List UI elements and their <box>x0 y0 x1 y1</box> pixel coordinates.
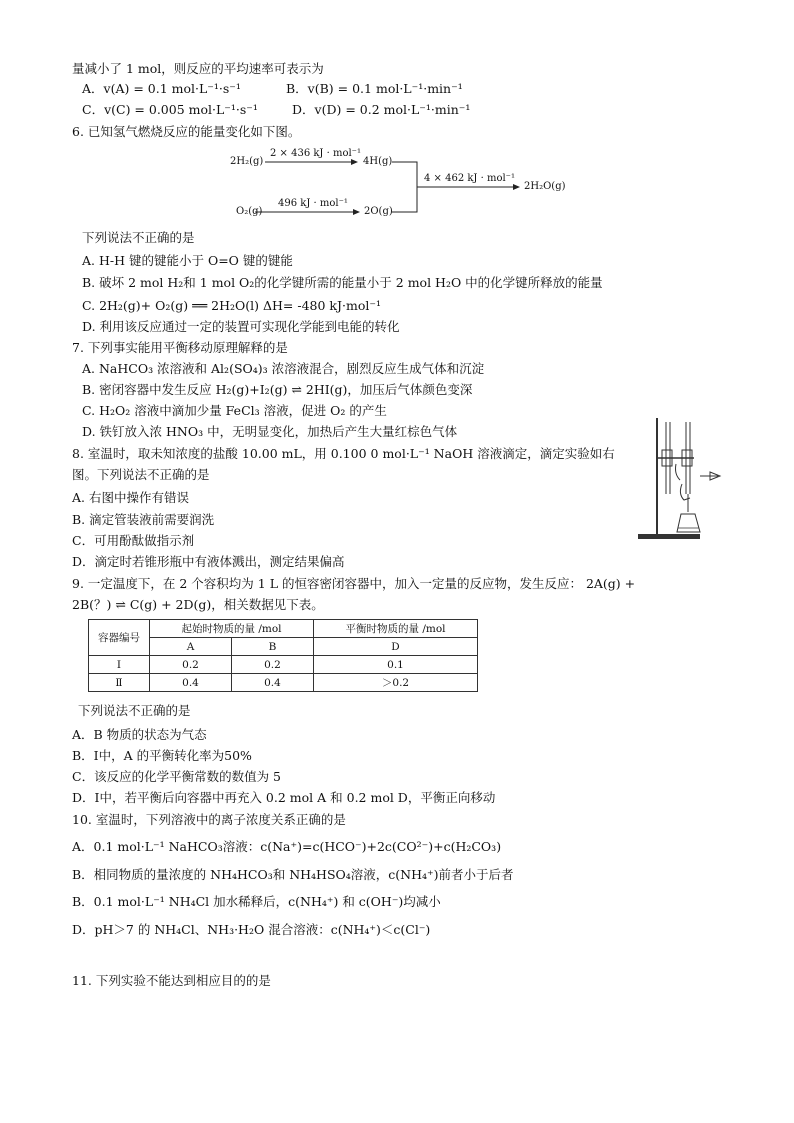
q8-option-b: B. 滴定管装液前需要润洗 <box>72 512 215 527</box>
row-equilibrium-d: 0.1 <box>313 656 477 674</box>
q7-option-a: A. NaHCO₃ 浓溶液和 Al₂(SO₄)₃ 浓溶液混合，剧烈反应生成气体和沉淀 <box>82 361 485 376</box>
q5-option-d: D．v(D) = 0.2 mol·L⁻¹·min⁻¹ <box>292 102 471 117</box>
q7-option-d: D. 铁钉放入浓 HNO₃ 中，无明显变化，加热后产生大量红棕色气体 <box>82 424 458 439</box>
table-row <box>89 656 478 674</box>
table-header-row <box>89 620 478 638</box>
q8-option-a: A. 右图中操作有错误 <box>72 490 189 505</box>
q6-question: 下列说法不正确的是 <box>82 230 195 245</box>
q9-stem-line1: 9. 一定温度下，在 2 个容积均为 1 L 的恒容密闭容器中，加入一定量的反应物，发生反应： 2A(g) + <box>72 576 636 591</box>
q10-stem: 10. 室温时，下列溶液中的离子浓度关系正确的是 <box>72 812 346 827</box>
q11-stem: 11. 下列实验不能达到相应目的的是 <box>72 973 271 988</box>
q6-stem: 6. 已知氢气燃烧反应的能量变化如下图。 <box>72 124 301 139</box>
row-initial-a: 0.2 <box>150 656 232 674</box>
q9-stem-line2: 2B(？) ⇌ C(g) + 2D(g)，相关数据见下表。 <box>72 597 324 612</box>
h2o-product: 2H₂O(g) <box>524 181 566 192</box>
q5-option-c: C．v(C) = 0.005 mol·L⁻¹·s⁻¹ <box>82 102 258 117</box>
o2-reactant: O₂(g) <box>236 206 263 217</box>
o2-bond-energy: 496 kJ · mol⁻¹ <box>278 198 348 209</box>
q6-option-a: A. H-H 键的键能小于 O=O 键的键能 <box>82 253 293 268</box>
row-initial-b: 0.4 <box>231 674 313 692</box>
q10-option-c: B．0.1 mol·L⁻¹ NH₄Cl 加水稀释后，c(NH₄⁺) 和 c(OH⁻)均减小 <box>72 894 441 909</box>
q10-option-d: D．pH＞7 的 NH₄Cl、NH₃·H₂O 混合溶液：c(NH₄⁺)＜c(Cl⁻) <box>72 922 431 937</box>
titration-apparatus-illustration <box>636 416 726 541</box>
row-container-id: Ⅰ <box>89 656 150 674</box>
q7-option-b: B. 密闭容器中发生反应 H₂(g)+I₂(g) ⇌ 2HI(g)，加压后气体颜色变深 <box>82 382 473 397</box>
q10-option-b: B．相同物质的量浓度的 NH₄HCO₃和 NH₄HSO₄溶液，c(NH₄⁺)前者小于后者 <box>72 867 514 882</box>
q10-option-a: A．0.1 mol·L⁻¹ NaHCO₃溶液：c(Na⁺)=c(HCO⁻)+2c(CO²⁻)+c(H₂CO₃) <box>72 839 502 854</box>
h2-reactant: 2H₂(g) <box>230 156 264 167</box>
q5-option-b: B．v(B) = 0.1 mol·L⁻¹·min⁻¹ <box>286 81 463 96</box>
row-initial-a: 0.4 <box>150 674 232 692</box>
row-initial-b: 0.2 <box>231 656 313 674</box>
q9-option-a: A．B 物质的状态为气态 <box>72 727 207 742</box>
q8-stem-line2: 图。下列说法不正确的是 <box>72 467 210 482</box>
q7-stem: 7. 下列事实能用平衡移动原理解释的是 <box>72 340 288 355</box>
q8-option-c: C．可用酚酞做指示剂 <box>72 533 195 548</box>
q7-option-c: C. H₂O₂ 溶液中滴加少量 FeCl₃ 溶液，促进 O₂ 的产生 <box>82 403 387 418</box>
q8-option-d: D．滴定时若锥形瓶中有液体溅出，测定结果偏高 <box>72 554 345 569</box>
q6-option-d: D. 利用该反应通过一定的装置可实现化学能到电能的转化 <box>82 319 400 334</box>
row-container-id: Ⅱ <box>89 674 150 692</box>
q9-option-d: D．Ⅰ中，若平衡后向容器中再充入 0.2 mol A 和 0.2 mol D，平衡正向移动 <box>72 790 496 805</box>
o-atoms: 2O(g) <box>364 206 393 217</box>
header-container-id: 容器编号 <box>89 620 150 656</box>
h2o-bond-energy: 4 × 462 kJ · mol⁻¹ <box>424 173 515 184</box>
q6-option-b: B. 破坏 2 mol H₂和 1 mol O₂的化学键所需的能量小于 2 mol H₂O 中的化学键所释放的能量 <box>82 275 603 290</box>
subheader-b: B <box>231 638 313 656</box>
energy-diagram-arrows <box>0 0 794 240</box>
table-row <box>89 674 478 692</box>
q5-option-a: A．v(A) = 0.1 mol·L⁻¹·s⁻¹ <box>82 81 241 96</box>
row-equilibrium-d: ＞0.2 <box>313 674 477 692</box>
header-initial-amount: 起始时物质的量 /mol <box>150 620 314 638</box>
subheader-d: D <box>313 638 477 656</box>
q5-stem-tail: 量减小了 1 mol，则反应的平均速率可表示为 <box>72 61 324 76</box>
q6-option-c: C. 2H₂(g)+ O₂(g) ══ 2H₂O(l) ΔH= -480 kJ·mol⁻¹ <box>82 298 381 313</box>
q8-stem-line1: 8. 室温时，取未知浓度的盐酸 10.00 mL，用 0.100 0 mol·L⁻¹ NaOH 溶液滴定，滴定实验如右 <box>72 446 615 461</box>
q9-option-b: B．Ⅰ中，A 的平衡转化率为50% <box>72 748 252 763</box>
equilibrium-data-table <box>88 619 478 692</box>
h-atoms: 4H(g) <box>363 156 393 167</box>
h2-bond-energy: 2 × 436 kJ · mol⁻¹ <box>270 148 361 159</box>
header-equilibrium-amount: 平衡时物质的量 /mol <box>313 620 477 638</box>
subheader-a: A <box>150 638 232 656</box>
q9-question: 下列说法不正确的是 <box>78 703 191 718</box>
q9-option-c: C．该反应的化学平衡常数的数值为 5 <box>72 769 281 784</box>
